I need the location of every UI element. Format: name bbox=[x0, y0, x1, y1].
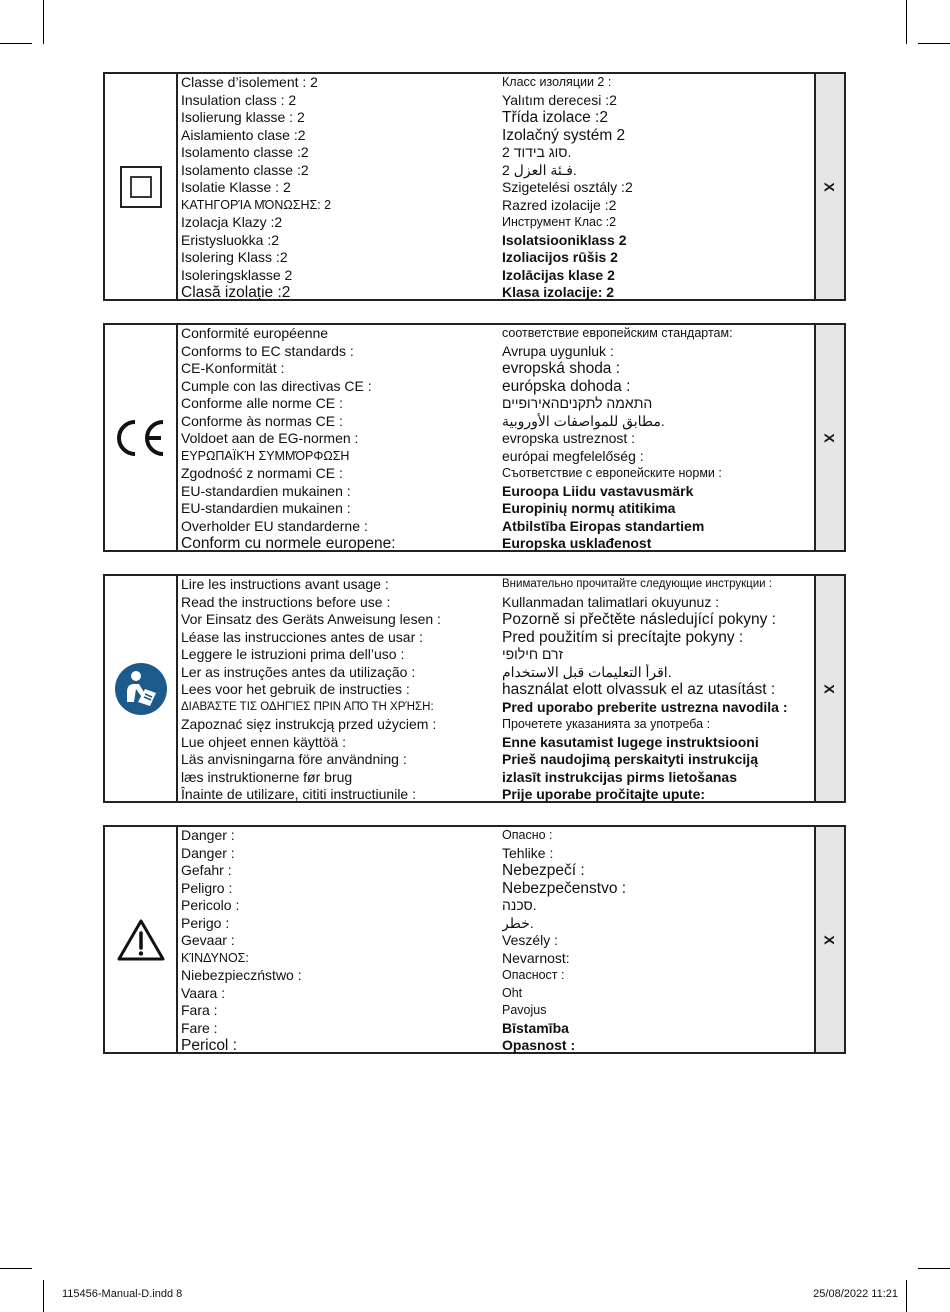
text-line: Léase las instrucciones antes de usar : bbox=[181, 628, 424, 645]
text-line: Klasa izolacije: 2 bbox=[502, 284, 615, 300]
languages-left-column bbox=[181, 827, 501, 1055]
text-line: Read the instructions before use : bbox=[181, 593, 391, 610]
text-line: izlasīt instrukcijas pirms lietošanas bbox=[502, 768, 737, 785]
text-line: Läs anvisningarna före användning : bbox=[181, 751, 407, 767]
text-line: Isolatsiooniklass 2 bbox=[502, 231, 627, 248]
read-instructions-section bbox=[103, 574, 846, 803]
text-line: Clasă izolație :2 bbox=[181, 284, 291, 301]
mark-label: X bbox=[822, 934, 838, 945]
text-line: Vaara : bbox=[181, 984, 226, 1001]
crop-mark bbox=[43, 0, 44, 44]
text-line: Conforme às normas CE : bbox=[181, 412, 343, 429]
text-line: Pozorně si přečtěte následující pokyny : bbox=[502, 611, 776, 628]
text-line: EU-standardien mukainen : bbox=[181, 482, 351, 499]
text-line: Szigetelési osztály :2 bbox=[502, 179, 633, 195]
text-line: læs instruktionerne før brug bbox=[181, 768, 353, 785]
text-line: اقرأ التعليمات قبل الاستخدام. bbox=[502, 663, 672, 680]
text-line: európai megfelelőség : bbox=[502, 447, 644, 464]
crop-mark bbox=[0, 1268, 32, 1269]
text-line: Zapoznać sięz instrukcją przed użyciem : bbox=[181, 716, 437, 732]
crop-mark bbox=[0, 43, 32, 44]
text-line: Insulation class : 2 bbox=[181, 91, 297, 108]
crop-mark bbox=[918, 43, 950, 44]
languages-right-column bbox=[502, 325, 817, 553]
text-line: Lees voor het gebruik de instructies : bbox=[181, 681, 410, 697]
text-line: Classe d’isolement : 2 bbox=[181, 74, 318, 90]
languages-right-column bbox=[502, 827, 817, 1055]
text-line: Класс изоляции 2 : bbox=[502, 75, 612, 89]
text-line: Nebezpečenstvo : bbox=[502, 879, 627, 897]
text-line: Eristysluokka :2 bbox=[181, 231, 280, 248]
crop-mark bbox=[906, 1280, 907, 1312]
icon-cell bbox=[105, 827, 178, 1052]
text-line: Gevaar : bbox=[181, 932, 235, 948]
text-line: Nebezpečí : bbox=[502, 862, 585, 879]
text-line: Izolačný systém 2 bbox=[502, 126, 626, 144]
text-line: ΔΙΑΒΆΣΤΕ ΤΙΣ ΟΔΗΓΊΕΣ ΠΡΙΝ ΑΠΌ ΤΗ ΧΡΉΣΗ: bbox=[181, 700, 434, 713]
text-line: Lue ohjeet ennen käyttöä : bbox=[181, 733, 347, 750]
languages-right-column bbox=[502, 576, 817, 804]
text-line: Bīstamība bbox=[502, 1019, 569, 1036]
icon-cell bbox=[105, 576, 178, 801]
languages-left-column bbox=[181, 74, 501, 302]
text-line: EU-standardien mukainen : bbox=[181, 500, 351, 516]
text-line: Lire les instructions avant usage : bbox=[181, 576, 389, 592]
text-line: használat elott olvassuk el az utasítást : bbox=[502, 681, 776, 698]
text-line: Niebezpieczństwo : bbox=[181, 967, 302, 983]
footer-datetime: 25/08/2022 11:21 bbox=[813, 1288, 898, 1300]
read-manual-icon bbox=[114, 662, 168, 716]
mark-column bbox=[814, 827, 844, 1052]
text-line: Peligro : bbox=[181, 879, 233, 896]
footer-filename: 115456-Manual-D.indd 8 bbox=[62, 1288, 183, 1300]
text-line: Isoleringsklasse 2 bbox=[181, 266, 293, 283]
text-line: Izolacja Klazy :2 bbox=[181, 214, 283, 230]
text-line: CE-Konformität : bbox=[181, 360, 285, 376]
mark-label: X bbox=[822, 181, 838, 192]
insulation-class-section bbox=[103, 72, 846, 301]
text-line: Zgodność z normami CE : bbox=[181, 465, 343, 481]
text-line: Izoliacijos rūšis 2 bbox=[502, 249, 618, 265]
danger-section bbox=[103, 825, 846, 1054]
text-line: ΚΊΝΔΥΝΟΣ: bbox=[181, 950, 249, 965]
crop-mark bbox=[43, 1280, 44, 1312]
text-line: Conforme alle norme CE : bbox=[181, 395, 343, 411]
text-line: Опасно : bbox=[502, 828, 553, 842]
text-line: Cumple con las directivas CE : bbox=[181, 377, 372, 394]
text-line: Pavojus bbox=[502, 1003, 547, 1017]
text-line: Conformité européenne bbox=[181, 325, 329, 341]
text-line: ΚΑΤΗΓΟΡΊΑ ΜΌΝΩΣΗΣ: 2 bbox=[181, 197, 332, 212]
text-line: Isolamento classe :2 bbox=[181, 144, 309, 160]
text-line: مطابق للمواصفات الأوروبية. bbox=[502, 412, 665, 429]
text-line: Прочетете указанията за употреба : bbox=[502, 717, 711, 731]
languages-left-column bbox=[181, 325, 501, 553]
text-line: Fara : bbox=[181, 1002, 218, 1018]
text-line: התאמה לתקניםהאירופיים bbox=[502, 395, 653, 411]
text-line: evropská shoda : bbox=[502, 360, 621, 377]
mark-column bbox=[814, 325, 844, 550]
text-line: Atbilstība Eiropas standartiem bbox=[502, 517, 705, 534]
crop-mark bbox=[906, 0, 907, 44]
text-line: Инструмент Клас :2 bbox=[502, 215, 617, 229]
text-line: Avrupa uygunluk : bbox=[502, 342, 614, 359]
ce-mark-icon bbox=[113, 418, 169, 458]
text-line: Danger : bbox=[181, 844, 235, 861]
text-line: Prieš naudojimą perskaityti instrukciją bbox=[502, 751, 758, 767]
text-line: Oht bbox=[502, 985, 523, 1000]
text-line: Pericolo : bbox=[181, 897, 240, 913]
text-line: Isolatie Klasse : 2 bbox=[181, 179, 291, 195]
text-line: Conforms to EC standards : bbox=[181, 342, 354, 359]
text-line: Aislamiento clase :2 bbox=[181, 126, 306, 143]
text-line: Опасност : bbox=[502, 968, 565, 982]
text-line: Třída izolace :2 bbox=[502, 109, 608, 126]
text-line: Isolering Klass :2 bbox=[181, 249, 288, 265]
text-line: Внимательно прочитайте следующие инструкции : bbox=[502, 578, 772, 590]
icon-cell bbox=[105, 325, 178, 550]
text-line: Enne kasutamist lugege instruktsiooni bbox=[502, 733, 759, 750]
text-line: Fare : bbox=[181, 1019, 218, 1036]
text-line: Euroopa Liidu vastavusmärk bbox=[502, 482, 694, 499]
text-line: Gefahr : bbox=[181, 862, 232, 878]
text-line: Razred izolacije :2 bbox=[502, 196, 617, 213]
double-insulation-icon bbox=[119, 165, 163, 209]
text-line: Europinių normų atitikima bbox=[502, 500, 676, 516]
text-line: Yalıtım derecesi :2 bbox=[502, 91, 617, 108]
text-line: Danger : bbox=[181, 827, 235, 843]
text-line: סכנה. bbox=[502, 897, 537, 913]
text-line: Veszély : bbox=[502, 932, 559, 948]
text-line: Pred uporabo preberite ustrezna navodila : bbox=[502, 698, 788, 715]
text-line: خطر. bbox=[502, 914, 534, 931]
languages-right-column bbox=[502, 74, 817, 302]
crop-mark bbox=[918, 1268, 950, 1269]
text-line: Voldoet aan de EG-normen : bbox=[181, 430, 359, 446]
text-line: Tehlike : bbox=[502, 844, 554, 861]
text-line: Înainte de utilizare, cititi instructiunile : bbox=[181, 786, 416, 802]
text-line: Isolamento classe :2 bbox=[181, 161, 309, 178]
warning-triangle-icon bbox=[116, 918, 166, 962]
text-line: Izolācijas klase 2 bbox=[502, 266, 615, 283]
text-line: Vor Einsatz des Geräts Anweisung lesen : bbox=[181, 611, 441, 627]
text-line: فـئة العزل 2. bbox=[502, 161, 577, 178]
mark-column bbox=[814, 74, 844, 299]
languages-left-column bbox=[181, 576, 501, 804]
text-line: Pericol : bbox=[181, 1037, 237, 1054]
text-line: Съответствие с европейските норми : bbox=[502, 466, 722, 480]
mark-column bbox=[814, 576, 844, 801]
mark-label: X bbox=[822, 432, 838, 443]
text-line: európska dohoda : bbox=[502, 377, 631, 395]
text-line: Opasnost : bbox=[502, 1037, 576, 1053]
text-line: Overholder EU standarderne : bbox=[181, 517, 368, 534]
text-line: Kullanmadan talimatlari okuyunuz : bbox=[502, 593, 720, 610]
text-line: ΕΥΡΩΠΑΪΚΉ ΣΥΜΜΌΡΦΩΣΗ bbox=[181, 448, 350, 463]
text-line: Conform cu normele europene: bbox=[181, 535, 396, 552]
icon-cell bbox=[105, 74, 178, 299]
text-line: Europska usklađenost bbox=[502, 535, 652, 551]
text-line: Leggere le istruzioni prima dell’uso : bbox=[181, 646, 405, 662]
text-line: זרם חילופי bbox=[502, 646, 564, 662]
text-line: סוג בידוד 2. bbox=[502, 144, 572, 160]
text-line: Prije uporabe pročitajte upute: bbox=[502, 786, 706, 802]
text-line: evropska ustreznost : bbox=[502, 430, 636, 446]
text-line: Isolierung klasse : 2 bbox=[181, 109, 305, 125]
text-line: Ler as instruções antes da utilização : bbox=[181, 663, 416, 680]
mark-label: X bbox=[822, 683, 838, 694]
ce-conformity-section bbox=[103, 323, 846, 552]
text-line: Pred použitím si precítajte pokyny : bbox=[502, 628, 744, 646]
text-line: Nevarnost: bbox=[502, 949, 570, 966]
text-line: Perigo : bbox=[181, 914, 230, 931]
text-line: соответствие европейским стандартам: bbox=[502, 326, 733, 340]
